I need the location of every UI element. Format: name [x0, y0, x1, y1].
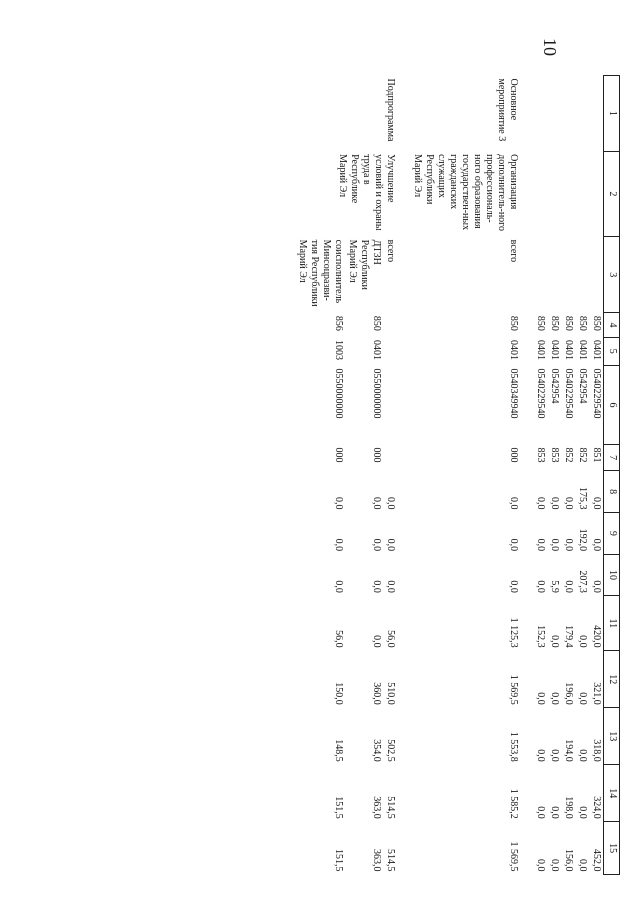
column-header-15: 15 [604, 822, 620, 875]
code-cell: 0401 [535, 340, 546, 361]
amount-cell: 0,0 [549, 635, 560, 648]
code-cell [383, 313, 410, 337]
amount-cell: 192,0 [577, 528, 588, 552]
amount-cell: 0,0 [371, 635, 382, 648]
code-cell: 0540229540 [591, 368, 602, 419]
amount-cell: 0,0 [535, 859, 546, 872]
column-header-11: 11 [604, 596, 620, 651]
amount-cell: 1 569,5 [508, 674, 519, 705]
amount-cell: 151,5 [333, 796, 344, 819]
amount-cell: 0,0 [549, 538, 560, 552]
code-cell: 000 [333, 447, 344, 463]
amount-cell: 0,0 [385, 497, 396, 510]
amount-cell: 0,0 [577, 806, 588, 819]
amount-cell: 0,0 [577, 692, 588, 705]
code-cell [383, 445, 410, 471]
amount-cell: 0,0 [577, 635, 588, 648]
amount-cell: 0,0 [535, 580, 546, 593]
code-cell: 850 [591, 315, 602, 331]
amount-cell: 0,0 [563, 538, 574, 552]
amount-cell: 0,0 [549, 806, 560, 819]
code-cell: 0540229540 [563, 368, 574, 419]
amount-cell: 510,0 [385, 682, 396, 705]
amount-cell: 0,0 [563, 497, 574, 510]
code-cell: 000 [371, 447, 382, 463]
page-number: 10 [540, 38, 560, 56]
code-cell: 0542954 [549, 368, 560, 404]
column-header-12: 12 [604, 651, 620, 708]
amount-cell: 0,0 [535, 692, 546, 705]
amount-cell: 0,0 [591, 497, 602, 510]
code-cell: 850 [508, 315, 519, 331]
amount-cell: 360,0 [371, 682, 382, 705]
code-cell: 852 [563, 447, 574, 463]
amount-cell: 151,5 [333, 849, 344, 872]
amount-cell: 0,0 [371, 538, 382, 552]
code-cell: 852 [577, 447, 588, 463]
amount-cell: 56,0 [333, 630, 344, 648]
code-cell: 850 [549, 315, 560, 331]
amount-cell: 179,4 [563, 625, 574, 648]
amount-cell: 0,0 [385, 538, 396, 552]
code-cell: 0542954 [577, 368, 588, 404]
amount-cell: 0,0 [591, 580, 602, 593]
amount-cell: 0,0 [549, 692, 560, 705]
amount-cell: 0,0 [333, 580, 344, 593]
amount-cell: 207,3 [577, 570, 588, 593]
amount-cell: 150,0 [333, 682, 344, 705]
amount-cell: 0,0 [577, 749, 588, 762]
amount-cell: 1 125,3 [508, 617, 519, 648]
amount-cell: 0,0 [577, 859, 588, 872]
amount-cell: 452,0 [591, 849, 602, 872]
amount-cell: 363,0 [371, 849, 382, 872]
amount-cell: 0,0 [508, 538, 519, 552]
program-name-cell [533, 151, 604, 237]
code-cell: 850 [371, 315, 382, 331]
amount-cell: 321,0 [591, 682, 602, 705]
executor-cell: всего [385, 239, 396, 263]
amount-cell: 0,0 [371, 497, 382, 510]
amount-cell: 0,0 [508, 497, 519, 510]
amount-cell: 5,9 [549, 580, 560, 593]
code-cell: 850 [577, 315, 588, 331]
executor-cell: соисполнитель Минсоцразви-тия Республики Марий Эл [297, 239, 344, 307]
column-header-5: 5 [604, 337, 620, 366]
amount-cell: 0,0 [549, 859, 560, 872]
amount-cell: 363,0 [371, 796, 382, 819]
amount-cell: 0,0 [535, 538, 546, 552]
program-name-cell: Улучшение условий и охраны труда в Республике Марий Эл [337, 154, 396, 231]
amount-cell: 152,3 [535, 625, 546, 648]
amount-cell: 1 585,2 [508, 788, 519, 819]
executor-cell [575, 237, 589, 313]
column-header-3: 3 [604, 237, 620, 313]
column-header-4: 4 [604, 313, 620, 337]
amount-cell: 0,0 [333, 497, 344, 510]
code-cell: 0401 [508, 340, 519, 361]
amount-cell: 1 553,8 [508, 731, 519, 762]
amount-cell: 194,0 [563, 739, 574, 762]
code-cell: 850 [535, 315, 546, 331]
code-cell: 853 [535, 447, 546, 463]
executor-cell [547, 237, 561, 313]
code-cell: 0401 [577, 340, 588, 361]
column-header-13: 13 [604, 708, 620, 765]
amount-cell: 175,3 [577, 487, 588, 510]
code-cell: 0550000000 [371, 368, 382, 419]
code-cell: 851 [591, 447, 602, 463]
amount-cell: 196,0 [563, 682, 574, 705]
executor-cell: всего [508, 239, 519, 263]
table-row [383, 76, 410, 875]
amount-cell: 0,0 [371, 580, 382, 593]
code-cell: 000 [508, 447, 519, 463]
code-cell: 0401 [371, 340, 382, 361]
budget-table [295, 75, 620, 875]
executor-cell [561, 237, 575, 313]
column-header-1: 1 [604, 76, 620, 152]
amount-cell: 420,0 [591, 625, 602, 648]
amount-cell: 148,5 [333, 739, 344, 762]
amount-cell: 354,0 [371, 739, 382, 762]
amount-cell: 0,0 [333, 538, 344, 552]
column-header-8: 8 [604, 471, 620, 513]
code-cell: 850 [563, 315, 574, 331]
column-number-header [604, 76, 620, 875]
amount-cell: 502,5 [385, 739, 396, 762]
table-body [295, 76, 604, 875]
amount-cell: 0,0 [535, 497, 546, 510]
amount-cell: 0,0 [591, 538, 602, 552]
amount-cell: 56,0 [385, 630, 396, 648]
amount-cell: 156,0 [563, 849, 574, 872]
column-header-9: 9 [604, 513, 620, 555]
amount-cell: 0,0 [508, 580, 519, 593]
code-cell [383, 366, 410, 445]
code-cell: 0401 [563, 340, 574, 361]
code-cell: 856 [333, 315, 344, 331]
table-row [410, 76, 533, 875]
program-level-cell: Основное мероприятие 3 [496, 78, 519, 142]
code-cell: 0550000000 [333, 368, 344, 419]
code-cell: 0540229540 [535, 368, 546, 419]
column-header-10: 10 [604, 554, 620, 596]
amount-cell: 318,0 [591, 739, 602, 762]
column-header-2: 2 [604, 151, 620, 237]
executor-cell: ДТЗН Республики Марий Эл [347, 239, 382, 290]
program-name-cell: Организация дополнитель-ного профессиональ-ного образования государствен-ных гражданских служащих Республики Марий Эл [412, 154, 519, 232]
column-header-14: 14 [604, 765, 620, 822]
amount-cell: 1 569,5 [508, 841, 519, 872]
amount-cell: 514,5 [385, 849, 396, 872]
amount-cell: 0,0 [549, 497, 560, 510]
column-header-7: 7 [604, 445, 620, 471]
amount-cell: 0,0 [549, 749, 560, 762]
rotated-table-wrapper [120, 75, 620, 875]
amount-cell: 198,0 [563, 796, 574, 819]
amount-cell: 324,0 [591, 796, 602, 819]
code-cell: 0540349940 [508, 368, 519, 419]
header-row [604, 76, 620, 875]
amount-cell: 0,0 [535, 806, 546, 819]
code-cell [383, 337, 410, 366]
amount-cell: 514,5 [385, 796, 396, 819]
executor-cell [589, 237, 604, 313]
executor-cell [533, 237, 547, 313]
amount-cell: 0,0 [563, 580, 574, 593]
program-level-cell: Подпрограмма [385, 78, 396, 142]
code-cell: 853 [549, 447, 560, 463]
code-cell: 0401 [549, 340, 560, 361]
amount-cell: 0,0 [535, 749, 546, 762]
table-row [589, 76, 604, 875]
amount-cell: 0,0 [385, 580, 396, 593]
code-cell: 1003 [333, 340, 344, 361]
code-cell: 0401 [591, 340, 602, 361]
program-level-cell [533, 76, 604, 152]
column-header-6: 6 [604, 366, 620, 445]
